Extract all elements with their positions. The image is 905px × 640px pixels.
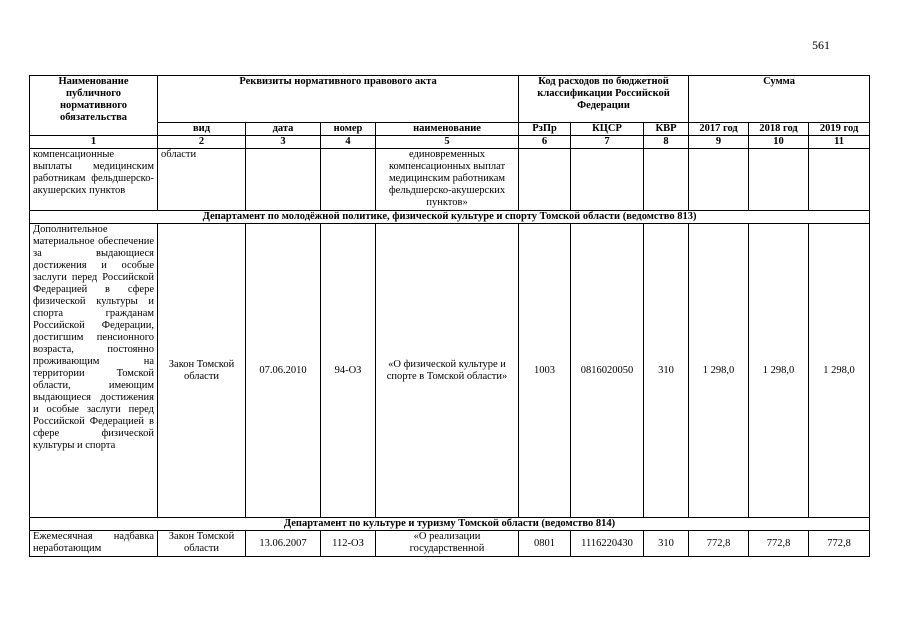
col-number: 6 [519, 136, 571, 149]
kcsr: 0816020050 [571, 224, 644, 518]
obligations-table [29, 75, 870, 557]
subheader-rzpr: РзПр [519, 123, 571, 136]
act-title: «О физической культуре и спорте в Томской области» [376, 224, 519, 518]
obligation-name: Ежемесячная надбавка неработающим [30, 531, 158, 557]
col-number: 11 [809, 136, 870, 149]
header-code: Код расходов по бюджетной классификации Российской Федерации [519, 76, 689, 123]
act-type: Закон Томской области [158, 531, 246, 557]
subheader-2019: 2019 год [809, 123, 870, 136]
sum-2018 [749, 149, 809, 211]
table-row [30, 224, 870, 518]
col-number: 1 [30, 136, 158, 149]
rzpr [519, 149, 571, 211]
subheader-kcsr: КЦСР [571, 123, 644, 136]
col-number: 4 [321, 136, 376, 149]
kcsr [571, 149, 644, 211]
kvr: 310 [644, 531, 689, 557]
section-row [30, 211, 870, 224]
col-number: 10 [749, 136, 809, 149]
subheader-kvr: КВР [644, 123, 689, 136]
sum-2017: 772,8 [689, 531, 749, 557]
header-name: Наименование публичного нормативного обязательства [30, 76, 158, 136]
col-number: 7 [571, 136, 644, 149]
act-title: единовременных компенсационных выплат медицинским работникам фельдшерско-акушерских пунктов» [376, 149, 519, 211]
kcsr: 1116220430 [571, 531, 644, 557]
rzpr: 0801 [519, 531, 571, 557]
act-date [246, 149, 321, 211]
subheader-type: вид [158, 123, 246, 136]
sum-2017 [689, 149, 749, 211]
section-row [30, 518, 870, 531]
col-number: 8 [644, 136, 689, 149]
act-number: 112-ОЗ [321, 531, 376, 557]
act-number [321, 149, 376, 211]
subheader-title: наименование [376, 123, 519, 136]
sum-2019 [809, 149, 870, 211]
act-number: 94-ОЗ [321, 224, 376, 518]
col-number: 3 [246, 136, 321, 149]
col-number: 9 [689, 136, 749, 149]
col-number: 2 [158, 136, 246, 149]
section-title: Департамент по молодёжной политике, физической культуре и спорту Томской области (ведомство 813) [30, 211, 870, 224]
sum-2018: 772,8 [749, 531, 809, 557]
kvr [644, 149, 689, 211]
subheader-2017: 2017 год [689, 123, 749, 136]
column-numbers-row [30, 136, 870, 149]
sum-2018: 1 298,0 [749, 224, 809, 518]
act-type: Закон Томской области [158, 224, 246, 518]
header-sum: Сумма [689, 76, 870, 123]
header-requisites: Реквизиты нормативного правового акта [158, 76, 519, 123]
act-type: области [158, 149, 246, 211]
subheader-2018: 2018 год [749, 123, 809, 136]
table-row [30, 149, 870, 211]
act-date: 07.06.2010 [246, 224, 321, 518]
section-title: Департамент по культуре и туризму Томской области (ведомство 814) [30, 518, 870, 531]
col-number: 5 [376, 136, 519, 149]
rzpr: 1003 [519, 224, 571, 518]
subheader-date: дата [246, 123, 321, 136]
sum-2019: 772,8 [809, 531, 870, 557]
header-row [30, 76, 870, 123]
sum-2019: 1 298,0 [809, 224, 870, 518]
page-number: 561 [812, 38, 830, 52]
act-date: 13.06.2007 [246, 531, 321, 557]
act-title: «О реализации государственной [376, 531, 519, 557]
subheader-number: номер [321, 123, 376, 136]
sum-2017: 1 298,0 [689, 224, 749, 518]
obligation-name: компенсационные выплаты медицинским работникам фельдшерско-акушерских пунктов [30, 149, 158, 211]
obligation-name: Дополнительное материальное обеспечение за выдающиеся достижения и особые заслуги перед Российской Федерацией в сфере физической культуры и спорта гражданам Российской Федерации, достигшим пенсионного возраста, постоянно проживающим на территории Томской области, имеющим выдающиеся достижения и особые заслуги перед Российской Федерацией в сфере физической культуры и спорта [30, 224, 158, 518]
table-row [30, 531, 870, 557]
kvr: 310 [644, 224, 689, 518]
